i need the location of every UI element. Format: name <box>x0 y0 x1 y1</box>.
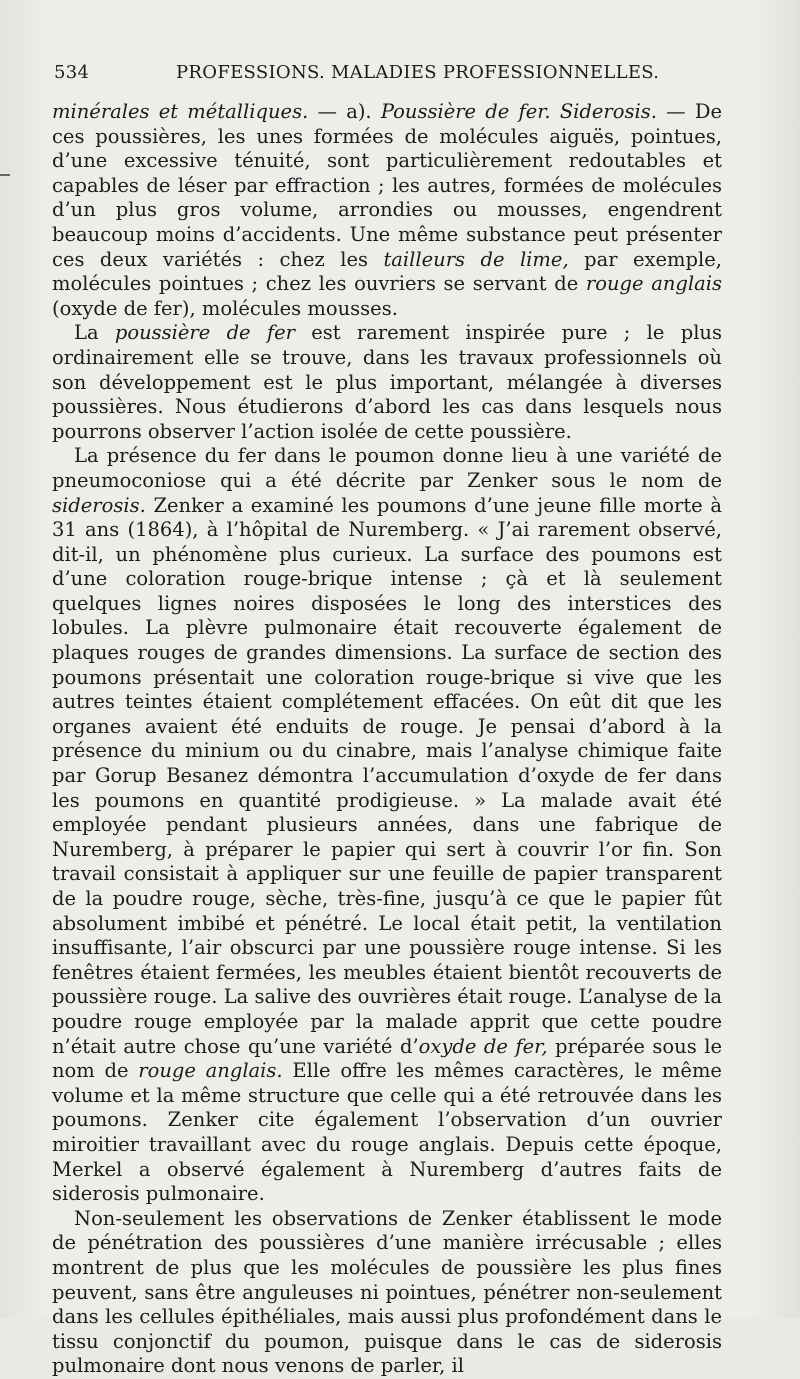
italic-text: tailleurs de lime, <box>383 247 569 271</box>
text-run: La présence du fer dans le poumon donne lieu à une variété de pneumoconiose qui a été décrite par Zenker sous le nom de <box>52 444 722 492</box>
text-run: La <box>74 321 115 345</box>
section-title: Poussière de fer. Siderosis. <box>380 100 657 123</box>
body-text <box>52 100 722 1379</box>
text-run: — a). <box>308 100 381 123</box>
text-run: est rarement inspirée pure ; le plus ordinairement elle se trouve, dans les travaux professionnels où son développement est le plus important, mélangée à diverses poussières. Nous étudierons d’abord les cas dans lesquels nous pourrons observer l’action isolée de cette poussière. <box>52 321 723 443</box>
paragraph-1 <box>52 100 722 321</box>
paragraph-2 <box>52 321 722 444</box>
paragraph-4: Non-seulement les observations de Zenker établissent le mode de pénétration des poussières d’une manière irrécusable ; elles montrent de plus que les molécules de poussière les plus fines peuvent, sans être anguleuses ni pointues, pénétrer non-seulement dans les cellules épithéliales, mais aussi plus profondément dans le tissu conjonctif du poumon, puisque dans le cas de siderosis pulmonaire dont nous venons de parler, il <box>52 1206 722 1378</box>
italic-text: oxyde de fer, <box>418 1034 548 1058</box>
text-run: — De ces poussières, les unes formées de molécules aiguës, pointues, d’une excessive ténuité, sont particulièrement redoutables et capables de léser par effraction ; les autres, formées de molécules d’un plus gros volume, arrondies ou mousses, engendrent beaucoup moins d’accidents. Une même substance peut présenter ces deux variétés : chez les <box>52 100 723 271</box>
text-run: préparée sous le nom de <box>52 1034 722 1083</box>
italic-text: minérales et métalliques. <box>52 100 309 123</box>
text-run: Zenker a examiné les poumons d’une jeune fille morte à 31 ans (1864), à l’hôpital de Nuremberg. « J’ai rarement observé, dit-il, un phénomène plus curieux. La surface des poumons est d’une coloration rouge-brique intense ; çà et là seulement quelques lignes noires disposées le long des interstices des lobules. La plèvre pulmonaire était recouverte également de plaques rouges de grandes dimensions. La surface de section des poumons présentait une coloration rouge-brique si vive que les autres teintes étaient complétement effacées. On eût dit que les organes avaient été enduits de rouge. Je pensai d’abord à la présence du minium ou du cinabre, mais l’analyse chimique faite par Gorup Besanez démontra l’accumulation d’oxyde de fer dans les poumons en quantité prodigieuse. » La malade avait été employée pendant plusieurs années, dans une fabrique de Nuremberg, à préparer le papier qui sert à couvrir l’or fin. Son travail consistait à appliquer sur une feuille de papier transparent de la poudre rouge, sèche, très-fine, jusqu’à ce que le papier fût absolument imbibé et pénétré. Le local était petit, la ventilation insuffisante, l’air obscurci par une poussière rouge intense. Si les fenêtres étaient fermées, les meubles étaient bientôt recouverts de poussière rouge. La salive des ouvrières était rouge. L’analyse de la poudre rouge employée par la malade apprit que cette poudre n’était autre chose qu’une variété d’ <box>52 493 722 1058</box>
margin-mark <box>0 174 10 176</box>
italic-text: poussière de fer <box>114 321 295 345</box>
text-run: (oxyde de fer), molécules mousses. <box>52 296 398 320</box>
page-header <box>50 62 730 90</box>
text-run: Elle offre les mêmes caractères, le même volume et la même structure que celle qui a été retrouvée dans les poumons. Zenker cite également l’observation d’un ouvrier miroitier travaillant avec du rouge anglais. Depuis cette époque, Merkel a observé également à Nuremberg d’autres faits de siderosis pulmonaire. <box>52 1059 722 1206</box>
running-title: PROFESSIONS. MALADIES PROFESSIONNELLES. <box>176 62 660 83</box>
text-run: par exemple, molécules pointues ; chez les ouvriers se servant de <box>52 247 722 296</box>
paragraph-3 <box>52 444 722 1206</box>
italic-text: rouge anglais <box>585 272 722 296</box>
page-number: 534 <box>54 62 90 83</box>
italic-text: siderosis. <box>52 493 146 517</box>
italic-text: rouge anglais. <box>138 1059 283 1083</box>
